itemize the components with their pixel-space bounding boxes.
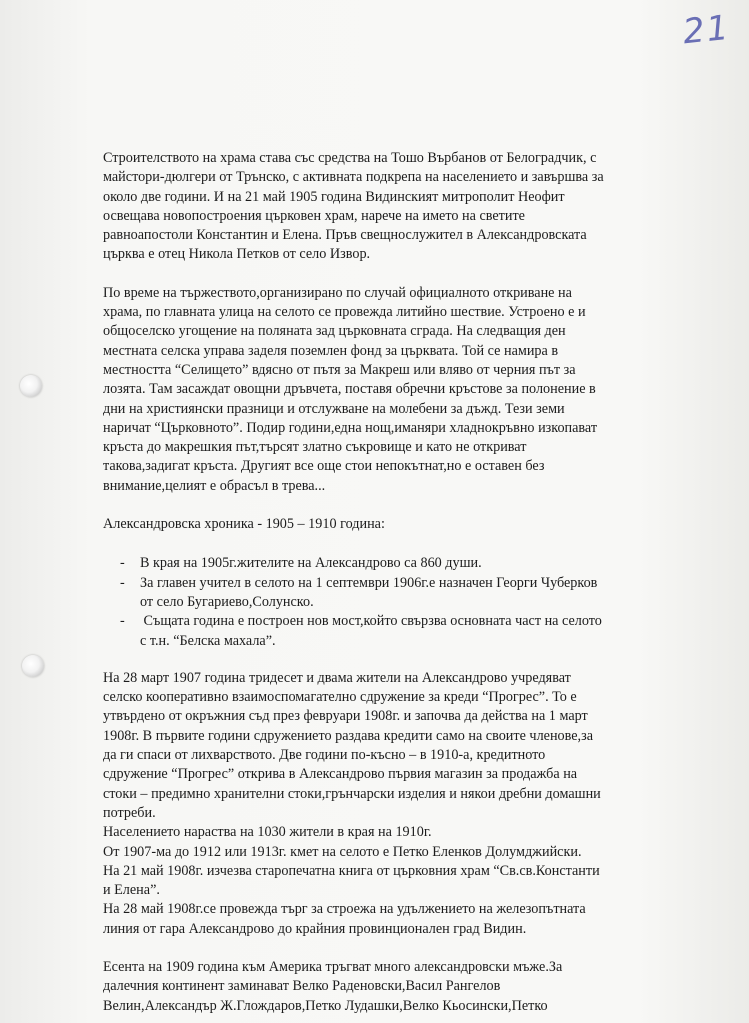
punch-hole xyxy=(22,655,44,677)
text-line: общоселско угощение на поляната зад църковната сграда. На следващия ден xyxy=(103,323,566,340)
text-line: далечния континент заминават Велко Раденовски,Васил Рангелов xyxy=(103,978,501,995)
text-line: Населението нараства на 1030 жители в края на 1910г. xyxy=(103,824,432,841)
text-line: кръста до макрешкия път,търсят златно съкровище и като не откриват xyxy=(103,439,527,456)
paragraph-emigration xyxy=(103,958,713,1016)
text-line: На 21 май 1908г. изчезва старопечатна книга от църковния храм “Св.св.Константи xyxy=(103,862,600,879)
text-line: местността “Селището” вдясно от пътя за Макреш или вляво от черния път за xyxy=(103,361,576,378)
text-line: Същата година е построен нов мост,който свързва основната част на селото xyxy=(140,613,602,630)
text-line: наричат “Църковното”. Подир години,една нощ,иманяри хладнокръвно изкопават xyxy=(103,419,598,436)
text-line: лозята. Там засаждат овощни дръвчета, поставя обречни кръстове за полонение в xyxy=(103,381,596,398)
paragraph-mayor xyxy=(103,843,713,862)
text-line: От 1907-ма до 1912 или 1913г. кмет на селото е Петко Еленков Долумджийски. xyxy=(103,843,582,860)
chronicle-heading: Александровска хроника - 1905 – 1910 година: xyxy=(103,516,385,533)
text-line: линия от гара Александрово до крайния провинционален град Видин. xyxy=(103,920,527,937)
text-line: По време на тържеството,организирано по случай официалното откриване на xyxy=(103,284,572,301)
text-line: 1908г. В първите години сдружението раздава кредити само на своите членове,за xyxy=(103,727,593,744)
text-line: с т.н. “Белска махала”. xyxy=(140,632,276,649)
bullet-dash: - xyxy=(120,613,125,630)
text-line: да ги спаси от лихварството. Две години по-късно – в 1910-а, кредитното xyxy=(103,747,546,764)
text-line: такова,задигат кръста. Другият все още стои непокътнат,но е оставен без xyxy=(103,458,545,475)
text-line: от село Бугариево,Солунско. xyxy=(140,593,314,610)
text-line: около две години. И на 21 май 1905 година Видинският митрополит Неофит xyxy=(103,188,565,205)
bullet-dash: - xyxy=(120,574,125,591)
list-item xyxy=(103,574,713,613)
text-line: На 28 март 1907 година тридесет и двама жители на Александрово учредяват xyxy=(103,669,571,686)
text-line: равноапостоли Константин и Елена. Пръв свещнослужител в Александровската xyxy=(103,227,587,244)
document-body xyxy=(103,149,713,1016)
paragraph-progres-cooperative xyxy=(103,669,713,823)
text-line: сдружение “Прогрес” открива в Александрово първия магазин за продажба на xyxy=(103,766,578,783)
paragraph-temple-construction xyxy=(103,149,713,265)
text-line: селско кооперативно взаимоспомагателно сдружение за креди “Прогрес”. То е xyxy=(103,689,577,706)
text-line: стоки – предимно хранителни стоки,грънчарски изделия и някои дребни домашни xyxy=(103,785,601,802)
text-line: и Елена”. xyxy=(103,882,160,899)
paragraph-railway-auction xyxy=(103,900,713,939)
paragraph-population xyxy=(103,823,713,842)
text-line: Строителството на храма става със средства на Тошо Върбанов от Белоградчик, с xyxy=(103,150,597,166)
text-line: потреби. xyxy=(103,804,156,821)
text-line: майстори-дюлгери от Трънско, с активната подкрепа на населението и завършва за xyxy=(103,169,604,186)
text-line: църква е отец Никола Петков от село Извор. xyxy=(103,246,371,263)
paragraph-missing-book xyxy=(103,862,713,901)
handwritten-page-number: 21 xyxy=(681,7,733,53)
text-line: Велин,Александър Ж.Глождаров,Петко Лудашки,Велко Кьосински,Петко xyxy=(103,997,548,1014)
text-line: утвърдено от окръжния съд през февруари 1908г. и започва да действа на 1 март xyxy=(103,708,588,725)
text-line: освещава новопостроения църковен храм, нарече на името на светите xyxy=(103,207,525,224)
text-line: храма, по главната улица на селото се провежда литийно шествие. Устроено е и xyxy=(103,304,586,321)
punch-hole xyxy=(20,375,42,397)
list-item xyxy=(103,612,713,651)
text-line: дни на християнски празници и отслужване на молебени за дъжд. Тези земи xyxy=(103,400,565,417)
text-line: На 28 май 1908г.се провежда търг за строежа на удължението на железопътната xyxy=(103,901,586,918)
text-line: В края на 1905г.жителите на Александрово са 860 души. xyxy=(140,555,482,572)
text-line: Есента на 1909 година към Америка тръгват много александровски мъже.За xyxy=(103,958,563,975)
paragraph-celebration xyxy=(103,284,713,496)
chronicle-list xyxy=(103,554,713,650)
text-line: За главен учител в селото на 1 септември 1906г.е назначен Георги Чуберков xyxy=(140,574,598,591)
text-line: внимание,целият е обрасъл в трева... xyxy=(103,477,326,494)
text-line: местната селска управа заделя поземлен фонд за църквата. Той се намира в xyxy=(103,342,559,359)
list-item xyxy=(103,554,713,573)
bullet-dash: - xyxy=(120,555,125,572)
